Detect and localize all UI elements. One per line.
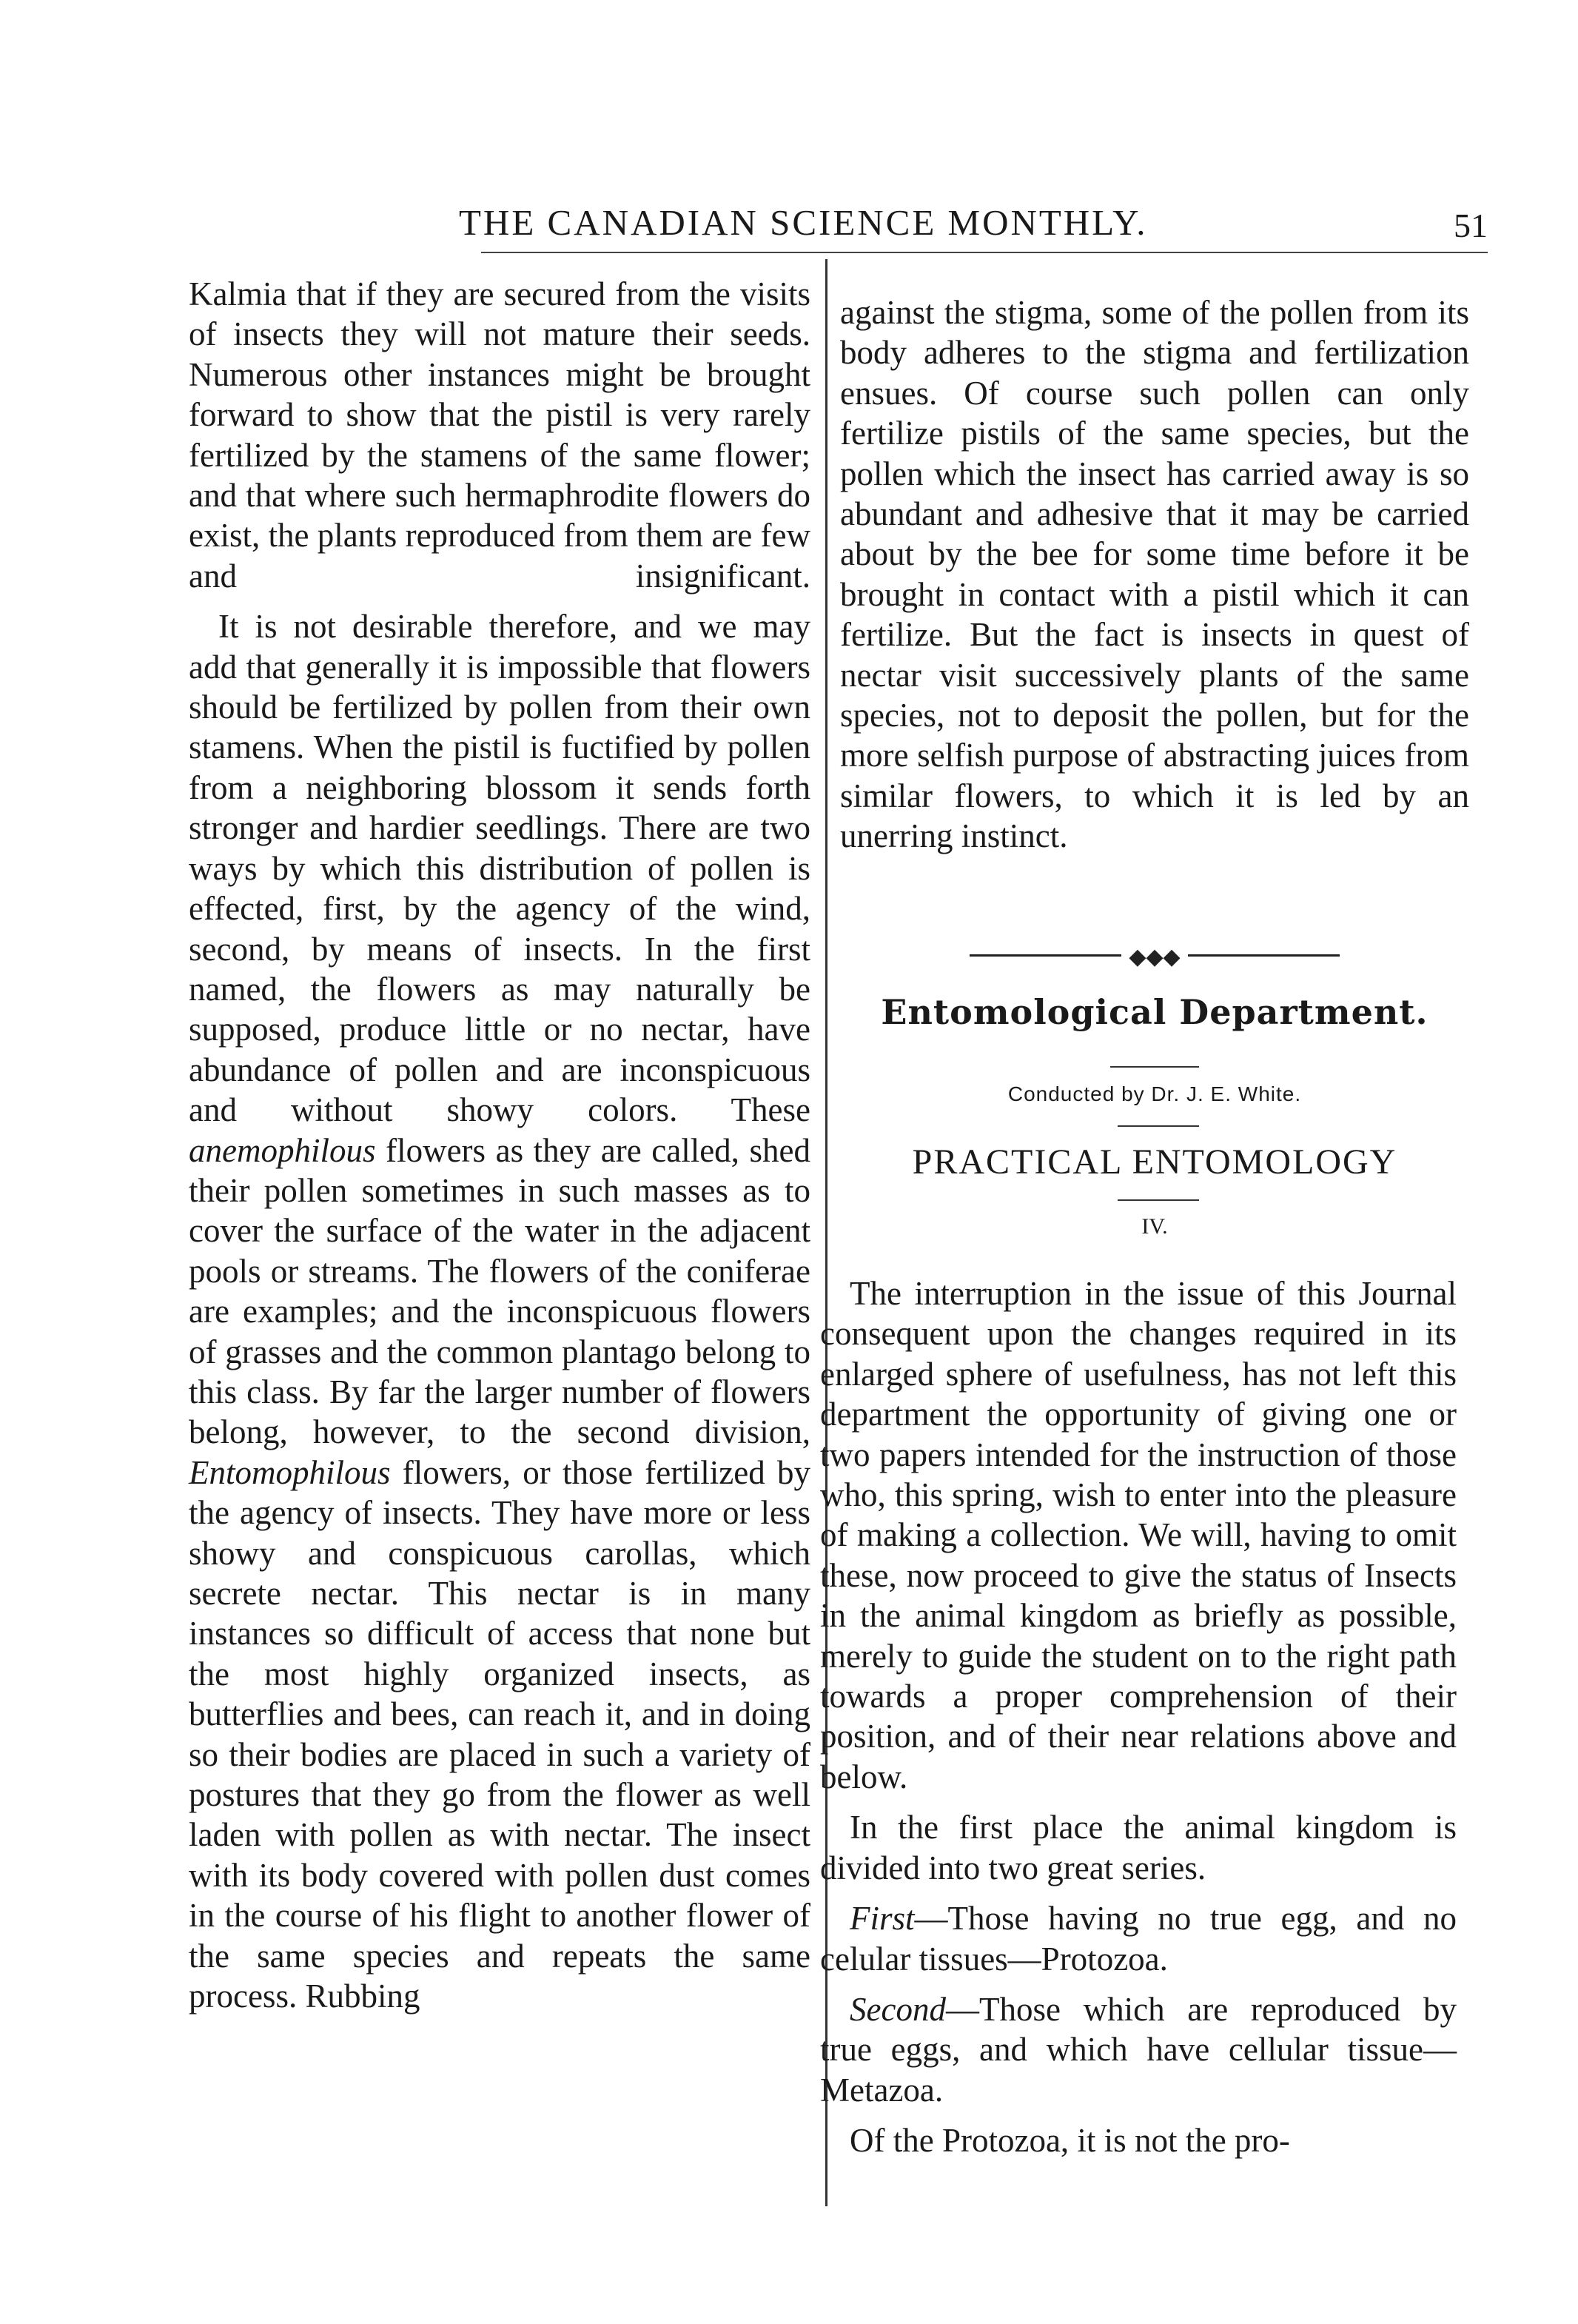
heading-rule (1110, 1066, 1199, 1068)
right-paragraph-3: In the first place the animal kingdom is divided into two great series. (820, 1809, 1457, 1886)
right-paragraph-5 (820, 1989, 1457, 2110)
header-rule (481, 252, 1488, 253)
article-number: IV. (1141, 1214, 1168, 1239)
page-header (185, 191, 1488, 258)
right-paragraph-6: Of the Protozoa, it is not the pro- (850, 2122, 1290, 2160)
italic-first: First (850, 1900, 915, 1938)
conducted-by-line: Conducted by Dr. J. E. White. (1007, 1082, 1302, 1105)
right-paragraph-2: The interruption in the issue of this Journal consequent upon the changes required in its enlarged sphere of usefulness, has not left this department the opportunity of giving one or two papers intended for the instruction of those who, this spring, wish to enter into the pleasure of making a collection. We will, having to omit these, now proceed to give the status of Insects in the animal kingdom as briefly as possible, merely to guide the student on to the right path towards a proper comprehension of their position, and of their near relations above and below. (820, 1275, 1457, 1795)
right-column-bottom (820, 1273, 1457, 2161)
section-heading: Entomological Department. (881, 992, 1428, 1032)
right-column-top (840, 292, 1469, 857)
ornament-divider (970, 944, 1340, 970)
right-paragraph-4 (820, 1898, 1457, 1979)
italic-entomophilous: Entomophilous (189, 1453, 391, 1491)
right-paragraph-4-text: —Those having no true egg, and no celular tissues—Protozoa. (820, 1900, 1457, 1978)
italic-anemophilous: anemophilous (189, 1131, 376, 1169)
right-paragraph-1: against the stigma, some of the pollen from its body adheres to the stigma and fertilization ensues. Of course such pollen can only fertilize pistils of the same species, but the pollen which the insect has carried away is so abundant and adhesive that it may be carried about by the bee for some time before it be brought in contact with a pistil which it can fertilize. But the fact is insects in quest of nectar visit successively plants of the same species, not to deposit the pollen, but for the more selfish purpose of abstracting juices from similar flowers, to which it is led by an unerring instinct. (840, 294, 1469, 855)
page-number: 51 (1454, 207, 1488, 244)
right-paragraph-5-text: —Those which are reproduced by true eggs, and which have cellular tissue—Metazoa. (820, 1990, 1457, 2109)
left-paragraph-2-part-a: It is not desirable therefore, and we may add that generally it is impossible that flowers should be fertilized by pollen from their own stamens. When the pistil is fuctified by pollen from a neighboring blossom it sends forth stronger and hardier seedlings. There are two ways by which this distribution of pollen is effected, first, by the agency of the wind, second, by means of insects. In the first named, the flowers as may naturally be supposed, produce little or no nectar, have abundance of pollen and are inconspicuous and without showy colors. These (189, 608, 810, 1129)
ornament-icon: ◆◆◆ (1121, 944, 1187, 970)
article-title: PRACTICAL ENTOMOLOGY (912, 1142, 1397, 1182)
left-column (189, 274, 810, 2016)
left-paragraph-2 (189, 606, 810, 2016)
title-rule (1118, 1199, 1199, 1201)
italic-second: Second (850, 1990, 946, 2028)
running-head: THE CANADIAN SCIENCE MONTHLY. (459, 202, 1148, 243)
left-paragraph-2-part-b: flowers as they are called, shed their pollen sometimes in such masses as to cover the surface of the water in the adjacent pools or streams. The flowers of the coniferae are examples; and the inconspicuous flowers of grasses and the common plantago belong to this class. By far the larger number of flowers belong, however, to the second division, (189, 1131, 810, 1451)
left-paragraph-1: Kalmia that if they are secured from the visits of insects they will not mature their seeds. Numerous other instances might be brought forward to show that the pistil is very rarely fertilized by the stamens of the same flower; and that where such hermaphrodite flowers do exist, the plants reproduced from them are few and insignificant. (189, 275, 810, 595)
left-paragraph-2-part-c: flowers, or those fertilized by the agency of insects. They have more or less showy and conspicuous carollas, which secrete nectar. This nectar is in many instances so difficult of access that none but the most highly organized insects, as butterflies and bees, can reach it, and in doing so their bodies are placed in such a variety of postures that they go from the flower as well laden with pollen as with nectar. The insect with its body covered with pollen dust comes in the course of his flight to another flower of the same species and repeats the same process. Rubbing (189, 1453, 810, 2015)
conducted-rule (1118, 1125, 1199, 1127)
